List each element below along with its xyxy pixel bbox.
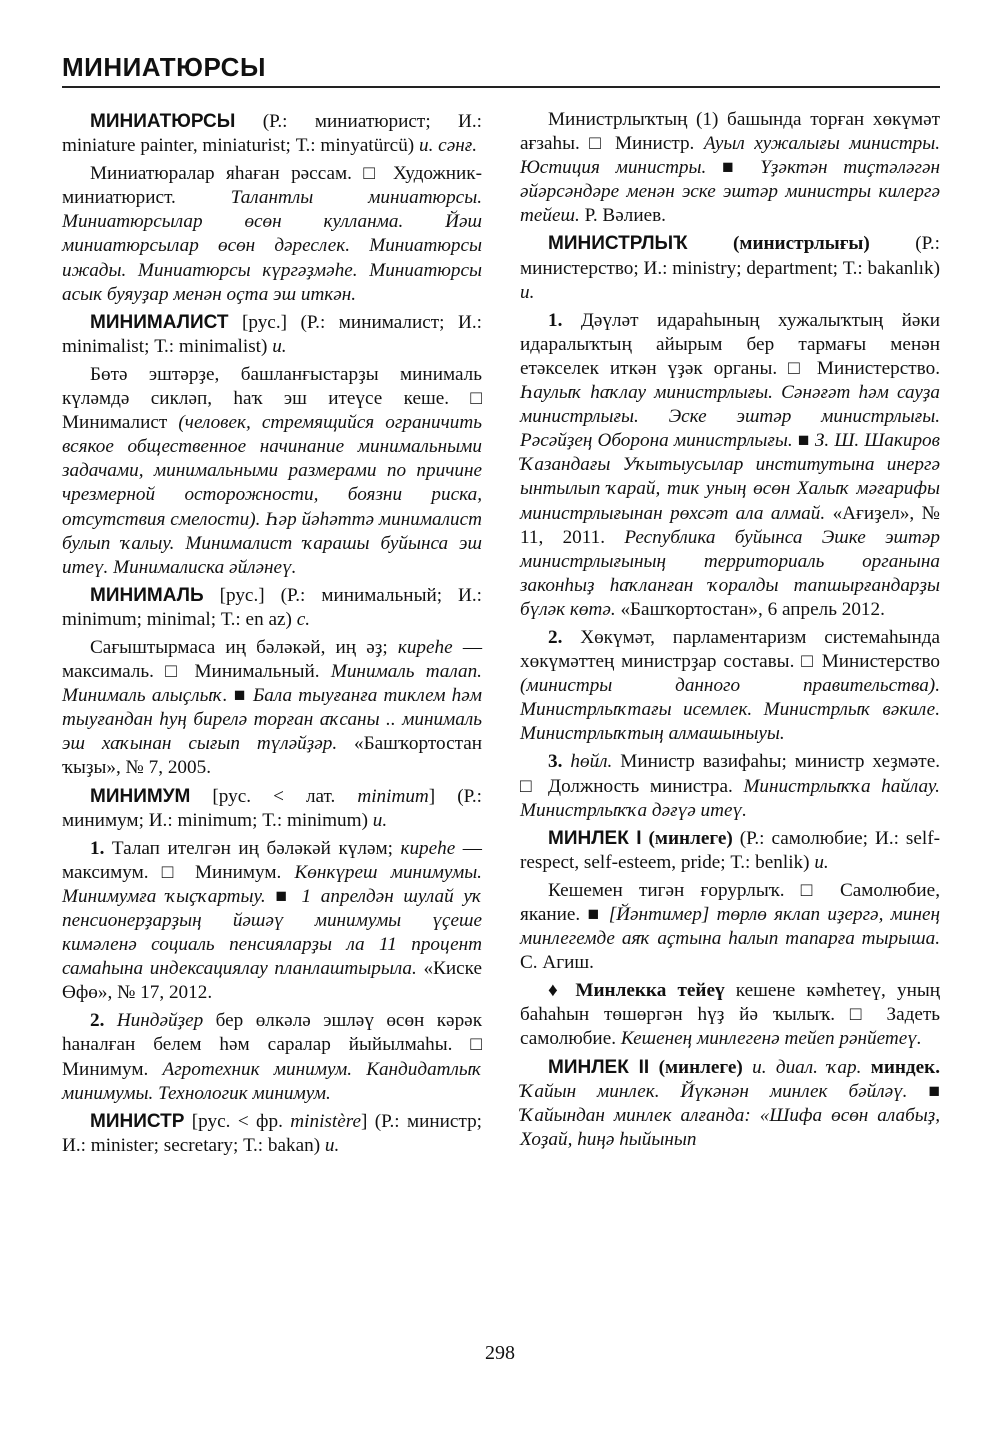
text-run: Министрлыҡҡа һайлау. Министрлыҡҡа дәғүә итеү.: [520, 775, 940, 821]
text-run: кешене кәмһетеү, уның баһаһын төшөргән һүҙ йә ҡылыҡ. □ Задеть самолюбие.: [520, 980, 940, 1050]
text-run: Ниндәйҙер: [116, 1010, 204, 1032]
dictionary-paragraph: [62, 1009, 482, 1105]
dictionary-paragraph: [520, 979, 940, 1051]
dictionary-paragraph: [62, 584, 482, 632]
text-run: «Башҡортостан», 6 апрель 2012.: [615, 598, 885, 620]
dictionary-paragraph: [62, 162, 482, 307]
text-run: [рус. < лат.: [190, 785, 358, 807]
text-run: [642, 828, 649, 849]
text-run: миндек.: [870, 1056, 941, 1078]
text-run: (министрлығы): [732, 233, 870, 255]
dictionary-paragraph: [520, 827, 940, 875]
headword: МИНЛЕК II: [548, 1056, 650, 1078]
text-run: [Йәнтимер] төрлө яклап иҙергә, минең минлегемде аяҡ аҫтына һалып тапарға тырыша.: [520, 904, 941, 950]
dictionary-paragraph: [520, 879, 940, 975]
text-run: «Ағиҙел», № 11, 2011.: [520, 502, 940, 548]
text-run: и.: [272, 335, 287, 357]
text-run: бер өлкәлә эшләү өсөн кәрәк һаналған белем һәм саралар йыйылмаһы. □ Минимум.: [62, 1010, 483, 1080]
text-run: Ҡайындан минлек алғанда: «Шифа өсөн алабыҙ, Хоҙай, һиңә һыйынып: [520, 1104, 940, 1150]
text-run: Талантлы миниатюрсы. Миниатюрсылар өсөн кулланма. Йәш миниатюрсылар өсөн дәреслек. Миниатюрсы ижады. Миниатюрсы күргәҙмәһе. Миниатюрсы асык буяуҙар менән оҫта эш иткән.: [62, 187, 482, 305]
text-run: (Р.: министерство; И.: ministry; department; Т.: bakanlık): [520, 233, 940, 279]
text-run: [649, 1057, 658, 1078]
headword: МИНИАТЮРСЫ: [90, 111, 236, 132]
text-run: Сағыштырмаса иң бәләкәй, иң әҙ;: [90, 636, 398, 658]
text-run: [рус.] (Р.: минималист; И.: minimalist; Т.: minimalist): [62, 311, 482, 357]
page-number: 298: [485, 1342, 515, 1364]
text-run: Р. Вәлиев.: [579, 205, 666, 227]
text-run: ■: [706, 157, 761, 179]
dictionary-paragraph: [62, 363, 482, 580]
headword: МИНИМАЛИСТ: [90, 311, 229, 333]
text-run: Хөкүмәт, парламентаризм системаһында хөкүмәттең министрҙар составы. □ Министерство: [520, 626, 940, 673]
text-run: Ҡайын минлек. Йүкәнән минлек бәйләү.: [520, 1080, 908, 1102]
text-run: Бөтә эштәрҙе, башланғыстарҙы минималь күләмдә сикләп, һаҡ эш итеүсе кеше. □ Минималист: [62, 363, 482, 434]
text-run: Көнкүреш минимумы. Минимумға ҡыҫҡартыу.: [62, 861, 482, 907]
text-run: Республика буйынса Эшке эштәр министрлығының территориаль органына законһыҙ һаҡланған ҡоралды тапшырғандарҙы бүләк көтә.: [520, 526, 940, 620]
text-run: Минималь талап. Минималь алыҫлыҡ.: [62, 661, 482, 707]
text-run: (Р.: самолюбие; И.: self-respect, self-esteem, pride; Т.: benlik): [520, 827, 941, 873]
text-run: Миниатюралар яһаған рәссам. □ Художник-миниатюрист.: [62, 163, 482, 209]
dictionary-paragraph: [62, 1110, 482, 1158]
dictionary-paragraph: [62, 311, 482, 359]
text-run: ■: [792, 430, 815, 452]
text-run: киреһе: [397, 636, 453, 658]
text-run: [104, 1010, 116, 1031]
text-run: и. сәнғ.: [418, 135, 478, 157]
dictionary-paragraph: [62, 785, 482, 833]
text-run: (Р.: миниатюрист; И.: miniature painter, miniaturist; Т.: minyatürcü): [62, 111, 482, 157]
text-run: [рус.] (Р.: минимальный; И.: minimum; minimal; Т.: en az): [62, 584, 482, 630]
text-run: Ауыл хужалығы министры. Юстиция министры.: [520, 133, 940, 179]
text-run: и.: [324, 1134, 340, 1156]
text-run: — максималь. □ Минимальный.: [62, 636, 483, 683]
text-run: ■: [227, 685, 253, 707]
text-run: С. Агиш.: [520, 952, 594, 974]
text-run: Кешенең минлегенә тейеп рәнйетеү.: [620, 1028, 922, 1050]
text-run: Кешемен тигән ғорурлыҡ. □ Самолюбие, якание. ■: [520, 879, 940, 925]
dictionary-paragraph: [520, 750, 940, 822]
text-run: Министр вазифаһы; министр хеҙмәте. □ Должность министра.: [520, 751, 941, 797]
text-run: киреһе: [400, 837, 456, 859]
text-run: [861, 1057, 870, 1078]
text-run: и.: [520, 281, 535, 303]
text-run: [688, 233, 733, 254]
text-run: ] (Р.: минимум; И.: minimum; Т.: minimum): [62, 785, 482, 831]
text-run: 3.: [548, 751, 563, 773]
text-run: 2.: [548, 626, 563, 648]
text-run: З. Ш. Шакиров Ҡазандағы Уҡытыусылар институтына инергә ынтылып ҡарай, тик уның өсөн Халыҡ мәғарифы министрлығынан рөхсәт ала алмай.: [520, 430, 940, 524]
dictionary-paragraph: [520, 309, 940, 622]
left-column: [62, 108, 482, 1162]
header-rule: [62, 86, 940, 88]
text-run: ■: [907, 1080, 940, 1102]
text-run: 1 апрелдән шулай уҡ пенсионерҙарҙың йәшәү минимумы үҫеше кимәленә социаль пенсияларҙы ла 11 процент самаһына индексациялау планлаштырыла.: [62, 885, 482, 980]
dictionary-paragraph: [520, 232, 940, 304]
text-run: Үҙәктән тиҫтәләгән әйәрсәндәре менән эске эштәр министры килергә тейеш.: [520, 157, 941, 227]
text-run: Бала тыуғанға тиклем һәм тыуғандан һуң бирелә торған аҡсаны .. минималь эш хаҡынан сығып түләйҙәр.: [62, 685, 483, 755]
text-run: Талап ителгән иң бәләкәй күләм;: [104, 837, 401, 859]
headword: МИНИМАЛЬ: [90, 584, 204, 606]
headword: МИНЛЕК I: [548, 827, 642, 849]
dictionary-paragraph: [520, 108, 940, 228]
text-run: Министрлыҡтың (1) башында торған хөкүмәт ағзаһы. □ Министр.: [520, 109, 940, 155]
text-run: [743, 1057, 752, 1078]
dictionary-paragraph: [62, 110, 482, 158]
text-run: и. диал. ҡар.: [752, 1056, 862, 1078]
right-column: [520, 108, 940, 1156]
text-run: [рус. < фр.: [184, 1110, 291, 1132]
headword: МИНИСТРЛЫҠ: [548, 233, 688, 255]
text-run: 1.: [548, 309, 563, 331]
text-run: «Башҡортостан ҡыҙы», № 7, 2005.: [62, 733, 482, 779]
text-run: с.: [296, 608, 311, 630]
text-run: — максимум. □ Минимум.: [62, 837, 482, 883]
text-run: ■: [265, 885, 302, 907]
text-run: и.: [372, 809, 388, 831]
headword: МИНИМУМ: [90, 785, 191, 807]
text-run: 2.: [90, 1010, 105, 1032]
headword: МИНИСТР: [90, 1110, 185, 1132]
text-run: һөйл.: [570, 751, 613, 773]
text-run: «Киске Өфө», № 17, 2012.: [62, 958, 482, 1004]
text-run: (минлеге): [658, 1056, 743, 1078]
text-run: Минлекка тейеү: [575, 980, 725, 1002]
text-run: 1.: [90, 837, 105, 859]
text-run: ♦: [548, 980, 576, 1002]
text-run: ministère: [290, 1110, 361, 1132]
running-header: МИНИАТЮРСЫ: [62, 52, 266, 82]
text-run: (минлеге): [648, 827, 733, 849]
text-run: Агротехник минимум. Кандидатлыҡ минимумы. Технологик минимум.: [62, 1058, 482, 1104]
text-run: Дәүләт идараһының хужалыҡтың йәки идаралыҡтың айырым бер тармағы менән етәкселек иткән үҙәк органы. □ Министерство.: [520, 309, 940, 379]
text-run: Һаулыҡ һаҡлау министрлығы. Сәнәғәт һәм сауҙа министрлығы. Эске эштәр министрлығы. Рәсәйҙең Оборона министрлығы.: [520, 382, 940, 452]
dictionary-paragraph: [520, 626, 940, 746]
text-run: ] (Р.: министр; И.: minister; secretary; Т.: bakan): [62, 1110, 482, 1156]
dictionary-paragraph: [520, 1056, 940, 1152]
text-run: minimum: [357, 785, 429, 807]
dictionary-paragraph: [62, 636, 482, 781]
dictionary-paragraph: [62, 837, 482, 1006]
text-run: (человек, стремящийся ограничить всякое общественное начинание минимальными задачами, минимальными размерами по причине чрезмерной осторожности, боязни риска, отсутствия смелости). Һәр йәһәттә минималист булып ҡалыу. Минималист ҡарашы буйынса эш итеү. Минималиска әйләнеү.: [62, 412, 482, 578]
text-run: (министры данного правительства). Министрлыҡтағы исемлек. Министрлыҡ вәкиле. Министрлыҡтың алмашыныуы.: [520, 675, 940, 745]
text-run: и.: [814, 851, 829, 873]
